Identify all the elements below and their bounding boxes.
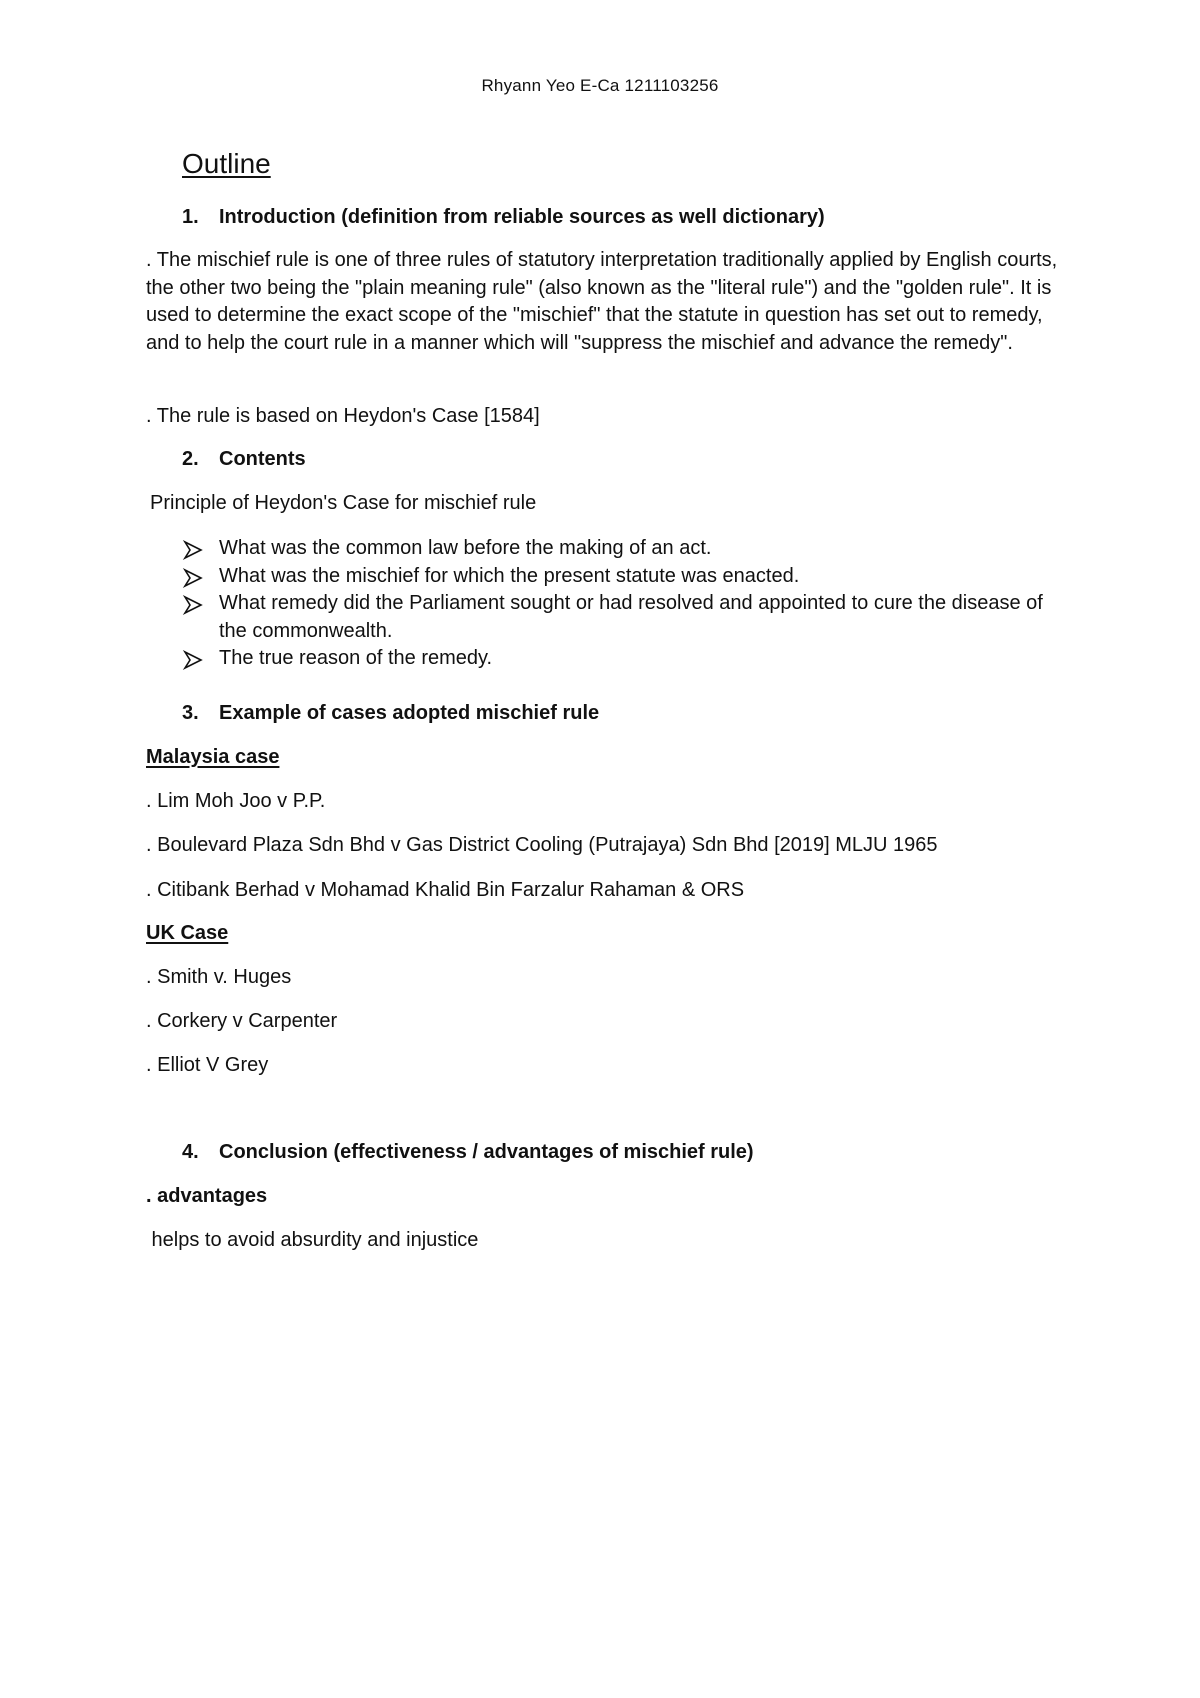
section-title: Conclusion (effectiveness / advantages of mischief rule) bbox=[219, 1141, 754, 1163]
list-item-text: What was the mischief for which the present statute was enacted. bbox=[219, 564, 800, 587]
arrowhead-bullet-icon bbox=[182, 567, 204, 589]
section-title: Introduction (definition from reliable sources as well dictionary) bbox=[219, 206, 825, 228]
intro-paragraph: . The mischief rule is one of three rules of statutory interpretation traditionally applied by English courts, the other two being the "plain meaning rule" (also known as the "literal rule") and the "golden rule". It is used to determine the exact scope of the "mischief" that the statute in question has set out to remedy, and to help the court rule in a manner which will "suppress the mischief and advance the remedy". bbox=[146, 249, 1058, 354]
list-item-text: What remedy did the Parliament sought or had resolved and appointed to cure the disease of the commonwealth. bbox=[219, 592, 1043, 642]
uk-case-item: . Smith v. Huges bbox=[146, 966, 292, 988]
page-title: Outline bbox=[182, 148, 271, 179]
contents-lead: Principle of Heydon's Case for mischief rule bbox=[150, 492, 537, 514]
malaysia-case-item: . Citibank Berhad v Mohamad Khalid Bin Farzalur Rahaman & ORS bbox=[146, 879, 745, 901]
section-title: Example of cases adopted mischief rule bbox=[219, 702, 600, 724]
list-item-text: The true reason of the remedy. bbox=[219, 647, 493, 669]
arrowhead-bullet-icon bbox=[182, 539, 204, 561]
arrowhead-bullet-icon bbox=[182, 594, 204, 616]
section-number: 3. bbox=[182, 702, 199, 724]
intro-basis: . The rule is based on Heydon's Case [1584] bbox=[146, 405, 540, 427]
uk-case-heading: UK Case bbox=[146, 922, 229, 944]
principle-list bbox=[182, 535, 1062, 673]
section-title: Contents bbox=[219, 448, 306, 470]
uk-case-item: . Corkery v Carpenter bbox=[146, 1010, 338, 1032]
malaysia-case-item: . Lim Moh Joo v P.P. bbox=[146, 790, 326, 812]
advantages-heading: . advantages bbox=[146, 1185, 268, 1207]
arrowhead-bullet-icon bbox=[182, 649, 204, 671]
malaysia-case-item: . Boulevard Plaza Sdn Bhd v Gas District Cooling (Putrajaya) Sdn Bhd [2019] MLJU 1965 bbox=[146, 834, 938, 856]
uk-case-item: . Elliot V Grey bbox=[146, 1054, 269, 1076]
section-number: 4. bbox=[182, 1141, 199, 1163]
list-item bbox=[182, 590, 1062, 645]
page-header: Rhyann Yeo E-Ca 1211103256 bbox=[481, 76, 719, 95]
section-number: 1. bbox=[182, 206, 199, 228]
advantages-text: helps to avoid absurdity and injustice bbox=[146, 1229, 479, 1251]
section-number: 2. bbox=[182, 448, 199, 470]
list-item bbox=[182, 645, 1062, 673]
malaysia-case-heading: Malaysia case bbox=[146, 746, 280, 768]
list-item bbox=[182, 563, 1062, 591]
list-item-text: What was the common law before the making of an act. bbox=[219, 537, 712, 559]
list-item bbox=[182, 535, 1062, 563]
